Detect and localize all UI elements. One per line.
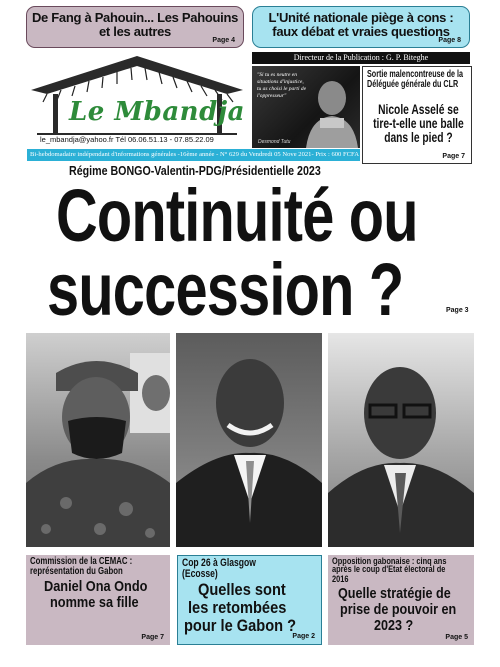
main-headline-page: Page 3 xyxy=(446,307,469,314)
quote-photo xyxy=(252,66,360,148)
bottom-3-headline-3: 2023 ? xyxy=(374,617,414,634)
bottom-2-page: Page 2 xyxy=(292,633,315,640)
bottom-1-kicker-2: représentation du Gabon xyxy=(30,566,123,577)
top-right-teaser[interactable] xyxy=(252,6,470,48)
bottom-1-headline-2: nomme sa fille xyxy=(50,594,139,611)
bottom-2-kicker-2: (Ecosse) xyxy=(182,568,218,580)
top-right-headline: L'Unité nationale piège à cons : faux débat et vraies questions xyxy=(268,10,454,39)
quote-author: Desmond Tutu xyxy=(258,139,291,145)
bottom-3-kicker-2: après le coup d'Etat électoral de xyxy=(332,564,446,575)
bottom-3-headline-2: prise de pouvoir en xyxy=(340,601,457,618)
bottom-story-cop26[interactable] xyxy=(177,555,322,645)
bottom-3-kicker-3: 2016 xyxy=(332,574,349,585)
bottom-1-kicker-1: Commission de la CEMAC : xyxy=(30,556,133,567)
contact-line: le_mbandja@yahoo.fr Tél 06.06.51.13 - 07.85.22.09 xyxy=(40,135,214,144)
right-story-page: Page 7 xyxy=(442,153,465,160)
bottom-1-page: Page 7 xyxy=(141,634,164,641)
bottom-1-headline-1: Daniel Ona Ondo xyxy=(44,578,148,595)
logo-name: Le Mbandja xyxy=(69,97,246,127)
photo-man-smiling xyxy=(176,333,322,547)
masthead-logo xyxy=(27,50,247,146)
top-left-headline: De Fang à Pahouin... Les Pahouins et les autres xyxy=(31,10,239,39)
photo-man-glasses xyxy=(328,333,474,547)
right-story-kicker: Sortie malencontreuse de la Déléguée générale du CLR xyxy=(367,69,464,90)
portrait-icon xyxy=(302,74,358,148)
main-kicker: Régime BONGO-Valentin-PDG/Présidentielle 2023 xyxy=(69,163,321,178)
bottom-2-headline-1: Quelles sont xyxy=(198,580,286,599)
bottom-2-headline-2: les retombées xyxy=(188,598,287,617)
bottom-2-headline-3: pour le Gabon ? xyxy=(184,616,297,635)
man-glasses-icon xyxy=(328,333,474,547)
main-headline-line1: Continuité ou xyxy=(56,174,418,257)
top-left-teaser[interactable] xyxy=(26,6,244,48)
bottom-3-page: Page 5 xyxy=(445,634,468,641)
right-story-headline: Nicole Asselé se tire-t-elle une balle dans le pied ? xyxy=(373,102,464,145)
top-left-page: Page 4 xyxy=(212,37,235,44)
right-story[interactable] xyxy=(362,66,472,164)
quote-text: "Si tu es neutre en situations d'injustice, tu as choisi le parti de l'oppresseur" xyxy=(257,72,307,99)
officer-silhouette-icon xyxy=(26,333,170,547)
bottom-story-opposition[interactable] xyxy=(328,555,474,645)
main-headline-line2: succession ? xyxy=(47,248,404,331)
edition-info-bar: Bi-hebdomadaire indépendant d'informations générales -16ème année - N° 629 du Vendredi 05 Nove 2021- Prix : 600 FCFA xyxy=(27,149,360,161)
bottom-2-kicker-1: Cop 26 à Glasgow xyxy=(182,557,256,569)
bottom-3-headline-1: Quelle stratégie de xyxy=(338,585,451,602)
man-portrait-icon xyxy=(176,333,322,547)
director-bar: Directeur de la Publication : G. P. Biteghe xyxy=(252,52,470,64)
top-right-page: Page 8 xyxy=(438,37,461,44)
photo-officer-masked xyxy=(26,333,170,547)
bottom-story-cemac[interactable] xyxy=(26,555,170,645)
bottom-3-kicker-1: Opposition gabonaise : cinq ans xyxy=(332,556,447,567)
